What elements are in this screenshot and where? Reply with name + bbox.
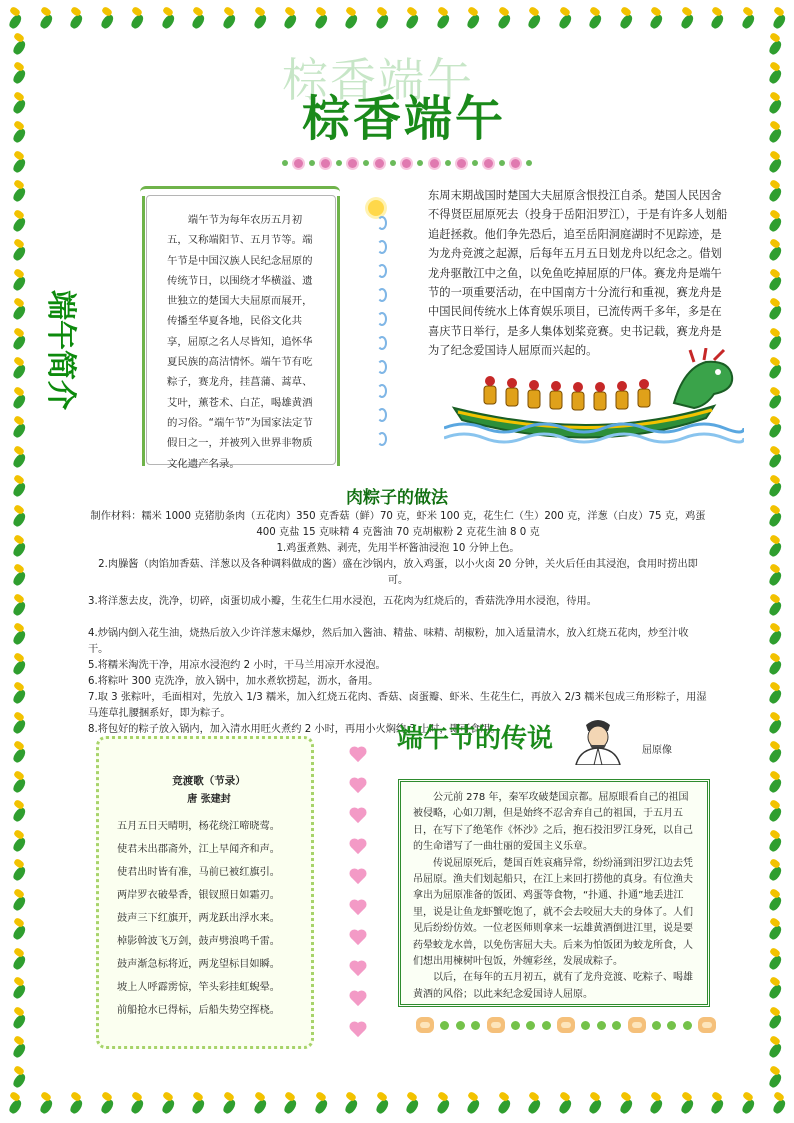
dragon-boat-icon (444, 348, 744, 448)
heart-icon (351, 931, 365, 945)
heart-icon (351, 840, 365, 854)
recipe-body (88, 509, 708, 738)
flower-icon (430, 159, 439, 168)
leaf-icon (336, 160, 342, 166)
qu-yuan-portrait-icon (568, 715, 628, 765)
recipe-ingredients: 制作材料：糯米 1000 克猪肋条肉（五花肉）350 克香菇（鲜）70 克，虾米 100 克，花生仁（生）200 克，洋葱（白皮）75 克，鸡蛋 400 克盐 15 克味精 4 克酱油 70 克胡椒粉 2 克花生油 8 0 克 (90, 511, 706, 538)
zongzi-icon (768, 181, 782, 203)
zongzi-icon (649, 1093, 663, 1115)
zongzi-icon (12, 624, 26, 646)
zongzi-icon (69, 1093, 83, 1115)
spiral-icon (377, 336, 387, 350)
zongzi-icon (768, 93, 782, 115)
spiral-icon (377, 360, 387, 374)
spiral-icon (377, 288, 387, 302)
recipe-title: 肉粽子的做法 (346, 488, 448, 508)
zongzi-icon (12, 801, 26, 823)
zongzi-icon (130, 8, 144, 30)
heart-icon (351, 778, 365, 792)
zongzi-icon (768, 1067, 782, 1089)
zongzi-icon (12, 211, 26, 233)
zongzi-icon (375, 1093, 389, 1115)
flower-divider (282, 155, 532, 171)
poem-line: 前船抢水已得标，后船失势空挥桡。 (117, 1005, 280, 1016)
spiral-icon (377, 264, 387, 278)
zongzi-icon (375, 8, 389, 30)
zongzi-icon (680, 1093, 694, 1115)
zongzi-icon (191, 8, 205, 30)
zongzi-icon (130, 1093, 144, 1115)
border-top (0, 4, 794, 34)
zongzi-icon (588, 8, 602, 30)
heart-icon (351, 901, 365, 915)
sun-icon (368, 200, 384, 216)
heart-icon (351, 992, 365, 1006)
clover-icon (440, 1021, 449, 1030)
poem-line: 使君未出郡斋外，江上早闻齐和声。 (117, 844, 280, 855)
legend-box (398, 779, 710, 1007)
zongzi-icon (12, 1037, 26, 1059)
zongzi-icon (768, 919, 782, 941)
zongzi-icon (12, 1008, 26, 1030)
leaf-icon (445, 160, 451, 166)
zongzi-icon (12, 122, 26, 144)
zongzi-icon (283, 8, 297, 30)
zongzi-icon (768, 299, 782, 321)
zongzi-icon (558, 8, 572, 30)
pig-icon (487, 1017, 505, 1033)
zongzi-icon (100, 1093, 114, 1115)
clover-icon (652, 1021, 661, 1030)
zongzi-icon (768, 152, 782, 174)
zongzi-icon (12, 1067, 26, 1089)
zongzi-icon (768, 1037, 782, 1059)
clover-icon (471, 1021, 480, 1030)
zongzi-icon (191, 1093, 205, 1115)
zongzi-icon (12, 713, 26, 735)
border-left (4, 30, 34, 1093)
zongzi-icon (768, 122, 782, 144)
page-title: 棕香端午 (302, 91, 507, 147)
poem-line: 五月五日天晴明，杨花绕江啼晓莺。 (117, 821, 280, 832)
spiral-icon (377, 384, 387, 398)
zongzi-icon (12, 240, 26, 262)
heart-icon (351, 962, 365, 976)
poem-line: 棹影斡波飞万剑，鼓声劈浪鸣千雷。 (117, 936, 280, 947)
zongzi-icon (12, 683, 26, 705)
zongzi-icon (344, 1093, 358, 1115)
zongzi-icon (161, 8, 175, 30)
leaf-icon (526, 160, 532, 166)
zongzi-icon (12, 63, 26, 85)
zongzi-icon (768, 1008, 782, 1030)
zongzi-icon (497, 1093, 511, 1115)
zongzi-icon (710, 8, 724, 30)
zongzi-icon (12, 654, 26, 676)
zongzi-icon (588, 1093, 602, 1115)
zongzi-icon (161, 1093, 175, 1115)
recipe-step: 5.将糯米淘洗干净，用凉水浸泡约 2 小时，干马兰用凉开水浸泡。 (88, 660, 386, 671)
border-bottom (0, 1089, 794, 1119)
zongzi-icon (768, 536, 782, 558)
zongzi-icon (768, 506, 782, 528)
poem-line: 两岸罗衣破晕香，银钗照日如霜刃。 (117, 890, 280, 901)
recipe-step: 3.将洋葱去皮，洗净，切碎，卤蛋切成小瓣，生花生仁用水浸泡，五花肉为红烧后的，香菇洗净用水浸泡，待用。 (88, 596, 597, 607)
zongzi-icon (12, 506, 26, 528)
intro-text: 端午节为每年农历五月初五，又称端阳节、五月节等。端午节是中国汉族人民纪念屈原的传统节日，以围绕才华横溢、遗世独立的楚国大夫屈原而展开，传播至华夏各地，民俗文化共享，屈原之名人尽皆知，追怀华夏民族的高洁情怀。端午节有吃粽子，赛龙舟，挂菖蒲、蒿草、艾叶，薰苍术、白芷，喝雄黄酒的习俗。“端午节”为国家法定节假日之一，并被列入世界非物质文化遗产名录。 (167, 214, 313, 470)
zongzi-icon (12, 890, 26, 912)
pig-icon (628, 1017, 646, 1033)
clover-icon (667, 1021, 676, 1030)
zongzi-icon (314, 1093, 328, 1115)
heart-divider (350, 750, 366, 1035)
heart-icon (351, 1023, 365, 1037)
zongzi-icon (100, 8, 114, 30)
zongzi-icon (768, 860, 782, 882)
leaf-icon (499, 160, 505, 166)
zongzi-icon (222, 1093, 236, 1115)
flower-icon (457, 159, 466, 168)
leaf-icon (309, 160, 315, 166)
poem-line: 鼓声渐急标将近，两龙望标目如瞬。 (117, 959, 280, 970)
zongzi-icon (768, 978, 782, 1000)
zongzi-icon (710, 1093, 724, 1115)
zongzi-icon (222, 8, 236, 30)
pig-icon (698, 1017, 716, 1033)
zongzi-icon (768, 447, 782, 469)
clover-icon (597, 1021, 606, 1030)
recipe-step: 4.炒锅内倒入花生油，烧热后放入少许洋葱末爆炒，然后加入酱油、精盐、味精、胡椒粉，加入适量清水，放入红烧五花肉，炒至汁收干。 (88, 628, 689, 655)
zongzi-icon (12, 181, 26, 203)
zongzi-icon (680, 8, 694, 30)
zongzi-icon (12, 978, 26, 1000)
zongzi-icon (12, 388, 26, 410)
zongzi-icon (12, 152, 26, 174)
zongzi-icon (466, 1093, 480, 1115)
recipe-step: 1.鸡蛋煮熟、剥壳，先用半杯酱油浸泡 10 分钟上色。 (276, 543, 520, 554)
intro-box (146, 195, 336, 470)
zongzi-icon (649, 8, 663, 30)
zongzi-icon (405, 8, 419, 30)
zongzi-icon (253, 1093, 267, 1115)
zongzi-icon (12, 919, 26, 941)
legend-paragraph: 公元前 278 年，秦军攻破楚国京都。屈原眼看自己的祖国被侵略，心如刀割，但是始终不忍舍弃自己的祖国，于五月五日，在写下了绝笔作《怀沙》之后，抱石投汨罗江身死，以自己的生命谱写了一曲壮丽的爱国主义乐章。 (413, 792, 693, 853)
zongzi-icon (768, 713, 782, 735)
zongzi-icon (12, 831, 26, 853)
zongzi-icon (12, 565, 26, 587)
legend-paragraph: 以后，在每年的五月初五，就有了龙舟竞渡、吃粽子、喝雄黄酒的风俗；以此来纪念爱国诗人屈原。 (413, 972, 693, 1000)
spiral-icon (377, 408, 387, 422)
flower-icon (294, 159, 303, 168)
leaf-icon (282, 160, 288, 166)
clover-icon (581, 1021, 590, 1030)
zongzi-icon (8, 1093, 22, 1115)
zongzi-icon (12, 358, 26, 380)
intro-side-label: 端午简介 (43, 290, 78, 410)
zongzi-icon (466, 8, 480, 30)
zongzi-icon (12, 329, 26, 351)
zongzi-icon (12, 417, 26, 439)
recipe-step: 7.取 3 张粽叶，毛面相对，先放入 1/3 糯米，加入红烧五花肉、香菇、卤蛋瓣、虾米、生花生仁，再放入 2/3 糯米包成三角形粽子，用湿马莲草扎腰捆系好，即为粽子。 (88, 692, 707, 719)
recipe-spacer (88, 610, 708, 626)
heart-icon (351, 809, 365, 823)
origin-paragraph: 东周末期战国时楚国大夫屈原含恨投江自杀。楚国人民因舍不得贤臣屈原死去（投身于岳阳汨罗江），于是有许多人划船追赶拯救。他们争先恐后，追至岳阳洞庭湖时不见踪迹，是为龙舟竞渡之起源，后每年五月五日划龙舟以纪念之。借划龙舟驱散江中之鱼，以免鱼吃掉屈原的尸体。赛龙舟是端午节的一项重要活动，在中国南方十分流行和重视，赛龙舟是中国民间传统水上体育娱乐项目，已流传两千多年，多是在喜庆节日举行，是多人集体划桨竞赛。史书记载，赛龙舟是为了纪念爱国诗人屈原而兴起的。 (428, 189, 728, 358)
zongzi-icon (768, 683, 782, 705)
recipe-step: 2.肉臊酱（肉馅加香菇、洋葱以及各种调料做成的酱）盛在沙锅内，放入鸡蛋，以小火卤 20 分钟，关火后任由其浸泡，食用时捞出即可。 (98, 559, 698, 586)
zongzi-icon (12, 447, 26, 469)
zongzi-icon (12, 299, 26, 321)
zongzi-icon (768, 801, 782, 823)
zongzi-icon (12, 772, 26, 794)
leaf-icon (472, 160, 478, 166)
flower-icon (348, 159, 357, 168)
flower-icon (321, 159, 330, 168)
flower-icon (402, 159, 411, 168)
zongzi-icon (768, 329, 782, 351)
zongzi-icon (768, 624, 782, 646)
zongzi-icon (768, 417, 782, 439)
heart-icon (351, 870, 365, 884)
clover-icon (683, 1021, 692, 1030)
zongzi-icon (619, 1093, 633, 1115)
zongzi-icon (8, 8, 22, 30)
heart-icon (351, 748, 365, 762)
zongzi-icon (768, 388, 782, 410)
zongzi-icon (768, 211, 782, 233)
zongzi-icon (768, 742, 782, 764)
legend-paragraph: 传说屈原死后，楚国百姓哀痛异常，纷纷涌到汨罗江边去凭吊屈原。渔夫们划起船只，在江上来回打捞他的真身。有位渔夫拿出为屈原准备的饭团、鸡蛋等食物，“扑通、扑通”地丢进江里，说是让鱼龙虾蟹吃饱了，就不会去咬屈大夫的身体了。人们见后纷纷仿效。一位老医师则拿来一坛雄黄酒倒进江里，说是要药晕蛟龙水兽，以免伤害屈大夫。后来为怕饭团为蛟龙所食，人们想出用楝树叶包饭，外缠彩丝，发展成粽子。 (413, 857, 693, 968)
zongzi-icon (12, 34, 26, 56)
zongzi-icon (12, 270, 26, 292)
zongzi-icon (768, 772, 782, 794)
clover-icon (511, 1021, 520, 1030)
zongzi-icon (39, 8, 53, 30)
leaf-icon (363, 160, 369, 166)
zongzi-icon (12, 742, 26, 764)
zongzi-icon (768, 565, 782, 587)
clover-icon (612, 1021, 621, 1030)
zongzi-icon (619, 8, 633, 30)
leaf-icon (390, 160, 396, 166)
border-right (760, 30, 790, 1093)
spiral-icon (377, 216, 387, 230)
zongzi-icon (12, 536, 26, 558)
clover-icon (542, 1021, 551, 1030)
spiral-icon (377, 432, 387, 446)
zongzi-icon (768, 358, 782, 380)
zongzi-icon (283, 1093, 297, 1115)
pig-icon (557, 1017, 575, 1033)
zongzi-icon (768, 595, 782, 617)
recipe-step: 6.将粽叶 300 克洗净，放入锅中，加水煮软捞起，沥水，备用。 (88, 676, 379, 687)
zongzi-icon (768, 949, 782, 971)
zongzi-icon (768, 34, 782, 56)
zongzi-icon (12, 93, 26, 115)
zongzi-icon (69, 8, 83, 30)
poem-author: 唐 张建封 (187, 794, 231, 805)
zongzi-icon (527, 8, 541, 30)
poem-line: 坡上人呼霹雳惊，竿头彩挂虹蜺晕。 (117, 982, 280, 993)
poem-box (96, 736, 314, 1049)
zongzi-icon (12, 595, 26, 617)
flower-icon (511, 159, 520, 168)
clover-icon (456, 1021, 465, 1030)
zongzi-icon (39, 1093, 53, 1115)
legend-title: 端午节的传说 (397, 724, 554, 754)
zongzi-icon (436, 8, 450, 30)
recipe-step: 8.将包好的粽子放入锅内，加入清水用旺火煮约 2 小时，再用小火焖约 3 上时，即可食用。 (88, 724, 501, 735)
flower-icon (484, 159, 493, 168)
zongzi-icon (344, 8, 358, 30)
clover-icon (526, 1021, 535, 1030)
zongzi-icon (497, 8, 511, 30)
flower-icon (375, 159, 384, 168)
poem-line: 鼓声三下红旗开，两龙跃出浮水来。 (117, 913, 280, 924)
zongzi-icon (527, 1093, 541, 1115)
spiral-icon (377, 240, 387, 254)
ghost-title: 棕香端午 (282, 53, 474, 107)
spiral-icon (377, 312, 387, 326)
zongzi-icon (768, 654, 782, 676)
zongzi-icon (741, 8, 755, 30)
portrait-caption: 屈原像 (642, 745, 672, 756)
zongzi-icon (12, 949, 26, 971)
spiral-divider (372, 216, 392, 446)
zongzi-icon (772, 8, 786, 30)
poem-title: 竞渡歌（节录） (172, 775, 246, 787)
zongzi-icon (768, 63, 782, 85)
zongzi-icon (253, 8, 267, 30)
zongzi-icon (314, 8, 328, 30)
zongzi-icon (558, 1093, 572, 1115)
zongzi-icon (405, 1093, 419, 1115)
zongzi-icon (436, 1093, 450, 1115)
pig-icon (416, 1017, 434, 1033)
zongzi-icon (768, 890, 782, 912)
zongzi-icon (768, 270, 782, 292)
leaf-icon (417, 160, 423, 166)
zongzi-icon (768, 240, 782, 262)
zongzi-icon (12, 860, 26, 882)
zongzi-icon (772, 1093, 786, 1115)
zongzi-icon (741, 1093, 755, 1115)
bottom-decoration (416, 1014, 716, 1036)
zongzi-icon (768, 831, 782, 853)
poem-line: 使君出时皆有准，马前已被红旗引。 (117, 867, 280, 878)
